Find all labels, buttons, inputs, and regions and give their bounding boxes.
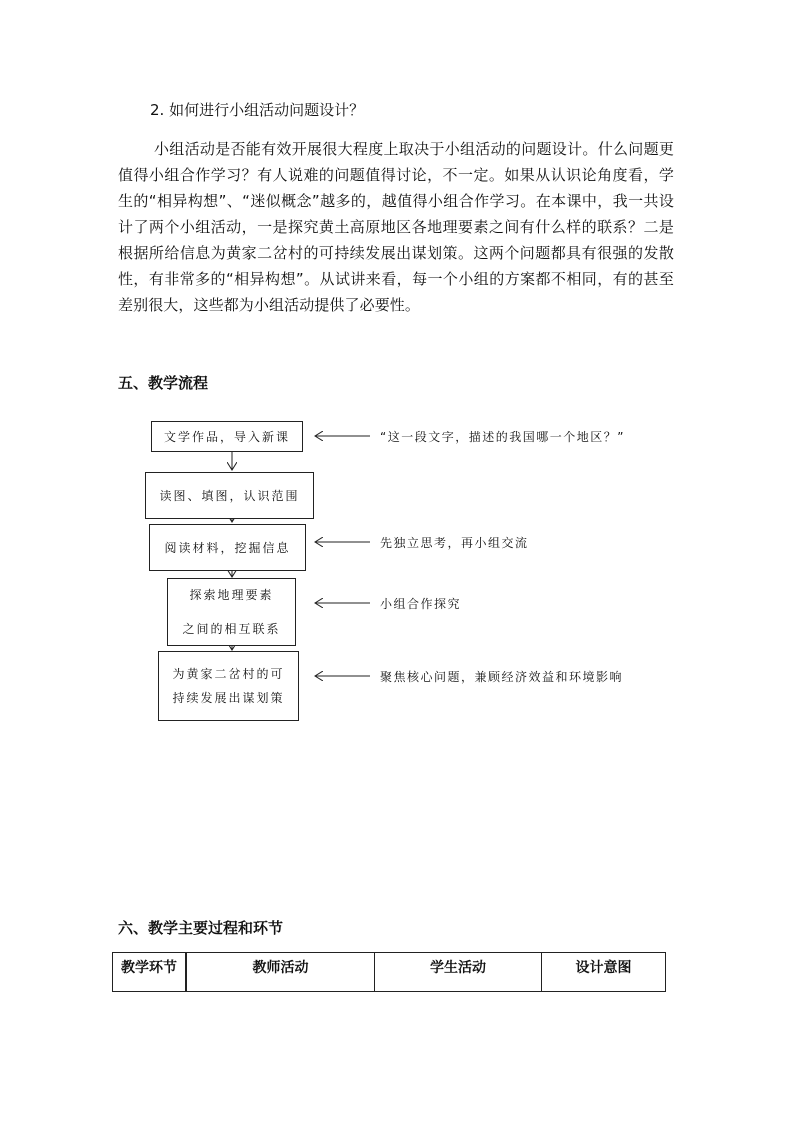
flow-step-5-line-2: 持续发展出谋划策: [172, 691, 285, 705]
flow-step-5: [158, 651, 299, 721]
flow-note-3: 小组合作探究: [380, 597, 462, 611]
flow-step-4-line-2: 之间的相互联系: [182, 622, 281, 636]
question-heading: 2. 如何进行小组活动问题设计？: [150, 101, 365, 119]
flow-step-1: [151, 421, 303, 452]
header-teacher-activity: 教师活动: [186, 953, 375, 992]
flow-note-2: 先独立思考，再小组交流: [380, 536, 529, 550]
flow-step-2-text: 读图、填图，认识范围: [159, 488, 300, 503]
header-design-intent: 设计意图: [542, 953, 666, 992]
flow-note-1: “这一段文字，描述的我国哪一个地区？”: [380, 430, 625, 444]
flow-step-4: [167, 578, 296, 646]
flow-step-2: [145, 472, 314, 519]
header-student-activity: 学生活动: [375, 953, 542, 992]
header-teaching-stage: 教学环节: [113, 953, 187, 992]
section-5-title: 五、教学流程: [118, 374, 209, 392]
flow-step-5-line-1: 为黄家二岔村的可: [172, 667, 285, 681]
flow-step-3: [149, 524, 306, 571]
question-paragraph: 小组活动是否能有效开展很大程度上取决于小组活动的问题设计。什么问题更值得小组合作学习？有人说难的问题值得讨论，不一定。如果从认识论角度看，学生的“相异构想”、“迷似概念”越多的，越值得小组合作学习。在本课中，我一共设计了两个小组活动，一是探究黄土高原地区各地理要素之间有什么样的联系？二是根据所给信息为黄家二岔村的可持续发展出谋划策。这两个问题都具有很强的发散性，有非常多的“相异构想”。从试讲来看，每一个小组的方案都不相同，有的甚至差别很大，这些都为小组活动提供了必要性。: [118, 140, 674, 314]
flow-step-3-text: 阅读材料，挖掘信息: [164, 540, 291, 555]
teaching-process-table: [112, 952, 666, 992]
flow-step-1-text: 文学作品，导入新课: [163, 429, 290, 444]
flow-step-4-line-1: 探索地理要素: [189, 588, 274, 602]
table-header-row: [113, 953, 666, 992]
section-6-title: 六、教学主要过程和环节: [118, 919, 284, 937]
flow-note-4: 聚焦核心问题，兼顾经济效益和环境影响: [380, 670, 624, 684]
